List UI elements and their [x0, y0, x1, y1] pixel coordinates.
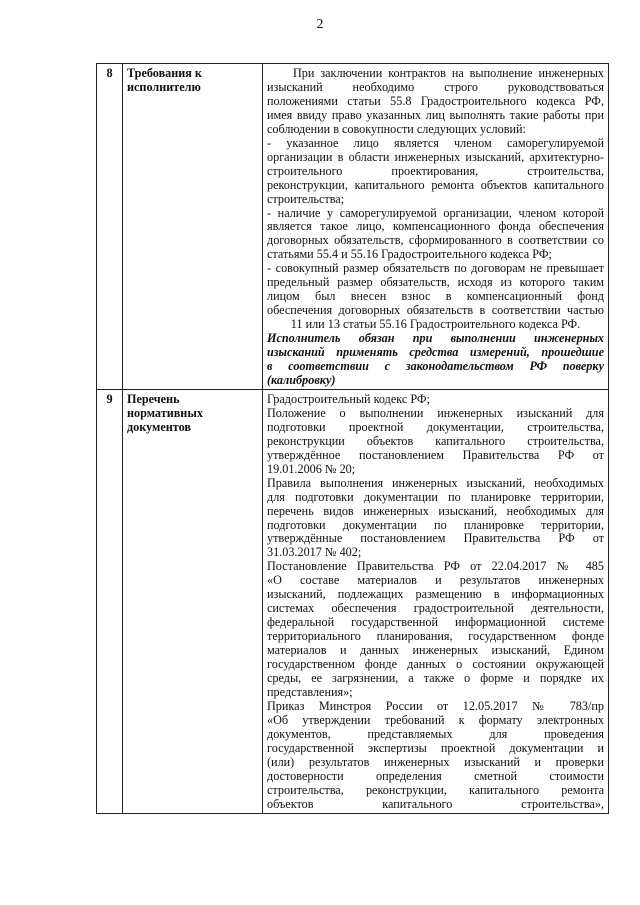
text-line: достоверности определения сметной стоимости [267, 768, 604, 783]
text-line: 19.01.2006 № 20; [267, 461, 356, 476]
text-line: - указанное лицо является членом саморегулируемой [267, 135, 604, 150]
text-line: объектов капитального строительства», [267, 796, 604, 811]
text-line: изысканий необходимо строго руководствоваться [267, 79, 604, 94]
text-line: является такое лицо, компенсационного фонда обеспечения [267, 219, 604, 234]
text-line: документов, представляемых для проведения [267, 726, 604, 741]
row-title: Требования к исполнителю [123, 64, 263, 390]
text-line: Исполнитель обязан при выполнении инженерных [267, 331, 604, 346]
text-line: реконструкции, капитального ремонта объектов капитального [267, 177, 604, 192]
text-line: утверждённые постановлением Правительства РФ от [267, 531, 604, 546]
text-line: государственном фонде данных о состоянии окружающей [267, 657, 604, 672]
text-line: договорных обязательств, сформированного в соответствии со [267, 233, 604, 248]
text-line: перечень видов инженерных изысканий, необходимых для [267, 503, 604, 518]
text-line: в соответствии с законодательством РФ поверку [267, 359, 604, 374]
text-line: (калибровку) [267, 372, 336, 387]
text-line: Приказ Минстроя России от 12.05.2017 № 783/пр [267, 698, 604, 713]
row-content [263, 64, 609, 390]
text-line: положениями статьи 55.8 Градостроительного кодекса РФ, [267, 93, 604, 108]
text-line: среды, ее загрязнении, а также о форме и порядке их [267, 670, 604, 685]
text-line: Градостроительный кодекс РФ; [267, 391, 430, 406]
text-line: строительного проектирования, строительства, [267, 163, 604, 178]
text-line: предельный размер обязательств, исходя из которого таким [267, 275, 604, 290]
row-title: Перечень нормативных документов [123, 389, 263, 813]
text-line: - наличие у саморегулируемой организации, членом которой [267, 205, 604, 220]
requirements-table [96, 63, 609, 814]
text-line: При заключении контрактов на выполнение инженерных [293, 66, 604, 80]
text-line: подготовки документации по планировке территории, [267, 517, 604, 532]
text-line: утверждённое постановлением Правительства РФ от [267, 447, 604, 462]
text-line: Постановление Правительства РФ от 22.04.2017 № 485 [267, 559, 604, 574]
text-line: территориального планирования, государственном фонде [267, 629, 604, 644]
text-line: 31.03.2017 № 402; [267, 545, 362, 560]
text-line: обеспечения договорных обязательств в соответствии частью [267, 303, 604, 318]
table-body [97, 64, 609, 814]
text-line: строительства; [267, 191, 345, 206]
text-line: «О составе материалов и результатов инженерных [267, 573, 604, 588]
text-line: лицом был внесен взнос в компенсационный фонд [267, 289, 604, 304]
text-line: подготовки проектной документации, строительства, [267, 419, 604, 434]
row-content [263, 389, 609, 813]
text-line: организации в области инженерных изысканий, архитектурно- [267, 149, 604, 164]
text-line: статьями 55.4 и 55.16 Градостроительного кодекса РФ; [267, 247, 552, 262]
text-line: «Об утверждении требований к формату электронных [267, 712, 604, 727]
text-line: Правила выполнения инженерных изысканий, необходимых [267, 475, 604, 490]
text-line: 11 или 13 статьи 55.16 Градостроительного кодекса РФ. [290, 317, 581, 332]
text-line: - совокупный размер обязательств по договорам не превышает [267, 261, 604, 276]
text-line: строительства, реконструкции, капитального ремонта [267, 782, 604, 797]
text-line: реконструкции объектов капитального строительства, [267, 433, 604, 448]
text-line: изысканий применять средства измерений, прошедшие [267, 345, 604, 360]
text-line: соблюдении в совокупности следующих условий: [267, 121, 526, 136]
text-line: Положение о выполнении инженерных изысканий для [267, 405, 604, 420]
row-number: 8 [97, 64, 123, 390]
row-number: 9 [97, 389, 123, 813]
text-line: федеральной государственной информационной системе [267, 615, 604, 630]
table-row [97, 64, 609, 390]
text-line: имея ввиду право указанных лиц выполнять такие работы при [267, 107, 604, 122]
text-line: материалов и данных инженерных изысканий, Едином [267, 643, 604, 658]
text-line: для подготовки документации по планировке территории, [267, 489, 604, 504]
text-line: государственной экспертизы проектной документации и [267, 740, 604, 755]
page-number: 2 [316, 17, 324, 32]
text-line: (или) результатов инженерных изысканий и проверки [267, 754, 604, 769]
table-row [97, 389, 609, 813]
text-line: представления»; [267, 684, 353, 699]
text-line: изысканий, подлежащих размещению в информационных [267, 587, 604, 602]
text-line: системах обеспечения градостроительной деятельности, [267, 601, 604, 616]
